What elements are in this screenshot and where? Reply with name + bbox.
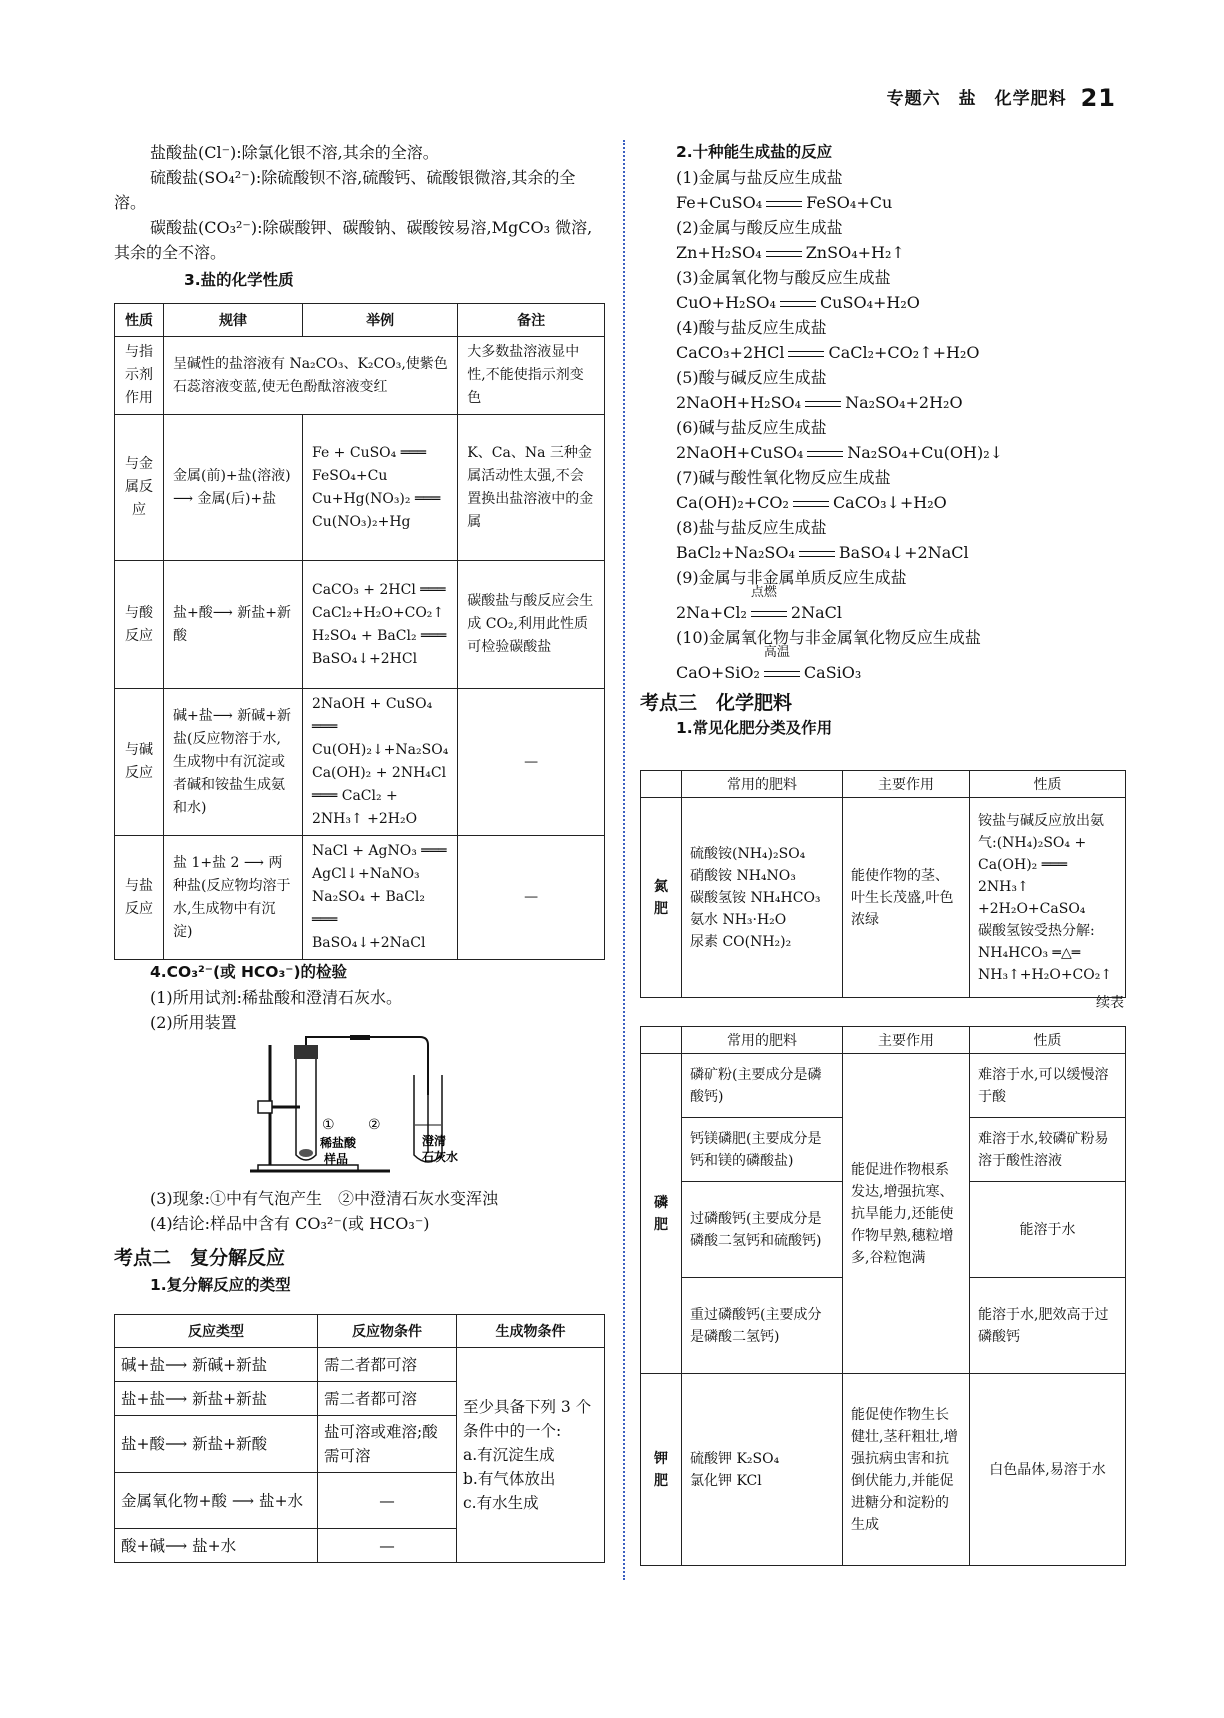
fert-kind: 氮肥 <box>641 798 682 998</box>
cond-cell: 需二者都可溶 <box>318 1348 457 1382</box>
solubility-line: 硫酸盐(SO₄²⁻):除硫酸钡不溶,硫酸钙、硫酸银微溶,其余的全溶。 <box>114 168 576 212</box>
page-header <box>887 84 1116 112</box>
text-line: (1)所用试剂:稀盐酸和澄清石灰水。 <box>150 988 403 1007</box>
table-header: 反应物条件 <box>318 1315 457 1348</box>
equation-left: Ca(OH)₂+CO₂ <box>676 493 789 512</box>
text-line: (3)现象:①中有气泡产生 ②中澄清石灰水变浑浊 <box>150 1189 499 1208</box>
reaction-condition: 高温 <box>763 645 790 660</box>
left-column <box>114 140 604 297</box>
double-bar <box>780 301 816 307</box>
equation-right: Na₂SO₄+2H₂O <box>845 393 963 412</box>
equation-right: 2NaCl <box>790 603 842 622</box>
rule-cell: 盐 1+盐 2 ⟶ 两种盐(反应物均溶于水,生成物中有沉淀) <box>164 836 303 960</box>
reaction-condition: 点燃 <box>750 585 777 600</box>
equation-right: Na₂SO₄+Cu(OH)₂↓ <box>847 443 1004 462</box>
section-heading: 考点二 复分解反应 <box>114 1247 286 1269</box>
product-cell: 至少具备下列 3 个条件中的一个: a.有沉淀生成 b.有气体放出 c.有水生成 <box>457 1348 605 1563</box>
reaction-equation <box>676 390 1126 415</box>
equals-sign <box>784 340 828 365</box>
equals-sign <box>760 645 804 685</box>
equals-sign <box>795 540 839 565</box>
example-cell: Fe + CuSO₄ ═══ FeSO₄+Cu Cu+Hg(NO₃)₂ ═══ Cu(NO₃)₂+Hg <box>303 415 458 561</box>
equation-left: BaCl₂+Na₂SO₄ <box>676 543 795 562</box>
reaction-equation <box>676 290 1126 315</box>
reaction-equation <box>676 585 1126 625</box>
double-bar <box>788 351 824 357</box>
fert-list: 硫酸钾 K₂SO₄ 氯化钾 KCl <box>682 1374 843 1566</box>
reaction-label: (9)金属与非金属单质反应生成盐 <box>676 568 907 587</box>
fert-prop: 难溶于水,较磷矿粉易溶于酸性溶液 <box>970 1118 1126 1182</box>
chapter-title: 专题六 盐 化学肥料 <box>886 89 1067 109</box>
note-cell: — <box>458 836 605 960</box>
label-2: ② <box>368 1117 381 1133</box>
nitrogen-fertilizer-table <box>640 770 1126 998</box>
double-bar <box>799 551 835 557</box>
reaction-equation <box>676 490 1126 515</box>
rule-cell: 碱+盐⟶ 新碱+新盐(反应物溶于水,生成物中有沉淀或者碱和铵盐生成氨和水) <box>164 689 303 836</box>
rule-cell: 盐+酸⟶ 新盐+新酸 <box>164 561 303 689</box>
table-row <box>641 1374 1126 1566</box>
label-clear: 澄清 <box>422 1134 447 1148</box>
prop-cell: 与碱反应 <box>115 689 164 836</box>
prop-cell: 与金属反应 <box>115 415 164 561</box>
fert-list: 重过磷酸钙(主要成分是磷酸二氢钙) <box>682 1278 843 1374</box>
solubility-line: 盐酸盐(Cl⁻):除氯化银不溶,其余的全溶。 <box>150 143 439 162</box>
equation-left: Fe+CuSO₄ <box>676 193 763 212</box>
table-row <box>115 415 605 561</box>
prop-cell: 与指示剂作用 <box>115 337 164 415</box>
prop-cell: 与酸反应 <box>115 561 164 689</box>
section-heading: 考点三 化学肥料 <box>640 692 793 714</box>
fert-prop: 白色晶体,易溶于水 <box>970 1374 1126 1566</box>
double-bar <box>764 671 800 677</box>
note-cell: 大多数盐溶液显中性,不能使指示剂变色 <box>458 337 605 415</box>
label-1: ① <box>322 1117 335 1133</box>
prop-cell: 与盐反应 <box>115 836 164 960</box>
reaction-equation <box>676 540 1126 565</box>
table-header: 性质 <box>115 304 164 337</box>
table-header: 主要作用 <box>843 1027 970 1054</box>
type-cell: 盐+酸⟶ 新盐+新酸 <box>115 1416 318 1473</box>
equation-left: CaO+SiO₂ <box>676 663 760 682</box>
fert-list: 过磷酸钙(主要成分是磷酸二氢钙和硫酸钙) <box>682 1182 843 1278</box>
table-row <box>115 836 605 960</box>
equals-sign <box>801 390 845 415</box>
example-cell: CaCO₃ + 2HCl ═══ CaCl₂+H₂O+CO₂↑ H₂SO₄ + BaCl₂ ═══ BaSO₄↓+2HCl <box>303 561 458 689</box>
reaction-label: (10)金属氧化物与非金属氧化物反应生成盐 <box>676 628 981 647</box>
equation-right: CuSO₄+H₂O <box>819 293 920 312</box>
section-title: 4.CO₃²⁻(或 HCO₃⁻)的检验 <box>150 963 348 981</box>
type-cell: 金属氧化物+酸 ⟶ 盐+水 <box>115 1473 318 1529</box>
fert-prop: 难溶于水,可以缓慢溶于酸 <box>970 1054 1126 1118</box>
cond-cell: — <box>318 1529 457 1563</box>
fert-kind: 磷肥 <box>641 1054 682 1374</box>
text-line: (4)结论:样品中含有 CO₃²⁻(或 HCO₃⁻) <box>150 1214 430 1233</box>
table-header: 规律 <box>164 304 303 337</box>
solubility-line: 碳酸盐(CO₃²⁻):除碳酸钾、碳酸钠、碳酸铵易溶,MgCO₃ 微溶,其余的全不溶。 <box>114 218 593 262</box>
table-header: 常用的肥料 <box>682 771 843 798</box>
continued-label: 续表 <box>1096 995 1124 1011</box>
reaction-list <box>676 165 1126 685</box>
fert-use: 能促使作物生长健壮,茎秆粗壮,增强抗病虫害和抗倒伏能力,并能促进糖分和淀粉的生成 <box>843 1374 970 1566</box>
table-header: 备注 <box>458 304 605 337</box>
note-cell: K、Ca、Na 三种金属活动性太强,不会置换出盐溶液中的金属 <box>458 415 605 561</box>
equation-right: ZnSO₄+H₂↑ <box>805 243 905 262</box>
reaction-label: (7)碱与酸性氧化物反应生成盐 <box>676 468 891 487</box>
reaction-label: (2)金属与酸反应生成盐 <box>676 218 843 237</box>
table-row <box>641 1054 1126 1118</box>
rule-cell: 金属(前)+盐(溶液) ⟶ 金属(后)+盐 <box>164 415 303 561</box>
phosphate-potash-table <box>640 1026 1126 1566</box>
equation-right: FeSO₄+Cu <box>806 193 893 212</box>
reaction-equation <box>676 340 1126 365</box>
table-row <box>115 1348 605 1382</box>
equation-right: CaCO₃↓+H₂O <box>832 493 947 512</box>
reaction-equation <box>676 190 1126 215</box>
fert-use: 能促进作物根系发达,增强抗寒、抗旱能力,还能使作物早熟,穗粒增多,谷粒饱满 <box>843 1054 970 1374</box>
cond-cell: — <box>318 1473 457 1529</box>
fert-prop: 铵盐与碱反应放出氨气:(NH₄)₂SO₄ + Ca(OH)₂ ═══ 2NH₃↑ +2H₂O+CaSO₄ 碳酸氢铵受热分解: NH₄HCO₃ ═△═ NH₃↑+H₂O+CO₂↑ <box>970 798 1126 998</box>
page-number: 21 <box>1080 84 1116 112</box>
type-cell: 酸+碱⟶ 盐+水 <box>115 1529 318 1563</box>
double-bar <box>807 451 843 457</box>
salt-property-table <box>114 303 605 960</box>
double-bar <box>751 611 787 617</box>
table-row <box>641 798 1126 998</box>
equals-sign <box>762 240 806 265</box>
table-row <box>115 689 605 836</box>
reaction-label: (1)金属与盐反应生成盐 <box>676 168 843 187</box>
equals-sign <box>789 490 833 515</box>
section-title: 3.盐的化学性质 <box>184 271 294 289</box>
type-cell: 盐+盐⟶ 新盐+新盐 <box>115 1382 318 1416</box>
equation-left: 2NaOH+H₂SO₄ <box>676 393 802 412</box>
table-header: 反应类型 <box>115 1315 318 1348</box>
fert-list: 磷矿粉(主要成分是磷酸钙) <box>682 1054 843 1118</box>
table-header: 举例 <box>303 304 458 337</box>
section-title: 2.十种能生成盐的反应 <box>676 143 833 161</box>
carbonate-result <box>114 1186 604 1298</box>
note-cell: — <box>458 689 605 836</box>
equation-left: CaCO₃+2HCl <box>676 343 785 362</box>
double-bar <box>766 251 802 257</box>
double-bar <box>805 401 841 407</box>
note-cell: 碳酸盐与酸反应会生成 CO₂,利用此性质可检验碳酸盐 <box>458 561 605 689</box>
column-divider <box>623 140 625 1580</box>
fert-use: 能使作物的茎、叶生长茂盛,叶色浓绿 <box>843 798 970 998</box>
double-bar <box>766 201 802 207</box>
reaction-label: (8)盐与盐反应生成盐 <box>676 518 827 537</box>
apparatus-diagram <box>240 1035 480 1185</box>
equation-left: 2NaOH+CuSO₄ <box>676 443 804 462</box>
equation-right: CaCl₂+CO₂↑+H₂O <box>828 343 980 362</box>
equation-right: BaSO₄↓+2NaCl <box>838 543 969 562</box>
equation-left: Zn+H₂SO₄ <box>676 243 762 262</box>
table-header: 生成物条件 <box>457 1315 605 1348</box>
double-bar <box>793 501 829 507</box>
label-sample: 样品 <box>324 1152 349 1166</box>
fert-list: 钙镁磷肥(主要成分是钙和镁的磷酸盐) <box>682 1118 843 1182</box>
section-title: 1.常见化肥分类及作用 <box>676 719 833 737</box>
fert-list: 硫酸铵(NH₄)₂SO₄ 硝酸铵 NH₄NO₃ 碳酸氢铵 NH₄HCO₃ 氨水 NH₃·H₂O 尿素 CO(NH₂)₂ <box>682 798 843 998</box>
reaction-equation <box>676 240 1126 265</box>
equals-sign <box>803 440 847 465</box>
cond-cell: 盐可溶或难溶;酸需可溶 <box>318 1416 457 1473</box>
reaction-equation <box>676 645 1126 685</box>
cond-cell: 需二者都可溶 <box>318 1382 457 1416</box>
right-column <box>640 140 1126 741</box>
table-row <box>115 337 605 415</box>
table-row <box>115 561 605 689</box>
table-header: 性质 <box>970 1027 1126 1054</box>
text-line: (2)所用装置 <box>150 1013 237 1032</box>
equation-left: CuO+H₂SO₄ <box>676 293 776 312</box>
equals-sign <box>776 290 820 315</box>
reaction-label: (4)酸与盐反应生成盐 <box>676 318 827 337</box>
equals-sign <box>762 190 806 215</box>
label-limewater: 石灰水 <box>422 1150 459 1164</box>
reaction-equation <box>676 440 1126 465</box>
table-header: 性质 <box>970 771 1126 798</box>
example-cell: 2NaOH + CuSO₄ ═══ Cu(OH)₂↓+Na₂SO₄ Ca(OH)₂ + 2NH₄Cl ═══ CaCl₂ + 2NH₃↑ +2H₂O <box>303 689 458 836</box>
example-cell: NaCl + AgNO₃ ═══ AgCl↓+NaNO₃ Na₂SO₄ + BaCl₂ ═══ BaSO₄↓+2NaCl <box>303 836 458 960</box>
reaction-label: (3)金属氧化物与酸反应生成盐 <box>676 268 891 287</box>
type-cell: 碱+盐⟶ 新碱+新盐 <box>115 1348 318 1382</box>
fert-kind: 钾肥 <box>641 1374 682 1566</box>
rule-cell: 呈碱性的盐溶液有 Na₂CO₃、K₂CO₃,使紫色石蕊溶液变蓝,使无色酚酞溶液变红 <box>164 337 458 415</box>
carbonate-test <box>114 960 604 1035</box>
label-hcl: 稀盐酸 <box>320 1136 357 1150</box>
table-header: 主要作用 <box>843 771 970 798</box>
reaction-label: (6)碱与盐反应生成盐 <box>676 418 827 437</box>
equation-right: CaSiO₃ <box>803 663 862 682</box>
double-decomposition-table <box>114 1314 605 1563</box>
equals-sign <box>747 585 791 625</box>
fert-prop: 能溶于水 <box>970 1182 1126 1278</box>
section-title: 1.复分解反应的类型 <box>150 1276 291 1294</box>
table-header: 常用的肥料 <box>682 1027 843 1054</box>
fert-prop: 能溶于水,肥效高于过磷酸钙 <box>970 1278 1126 1374</box>
equation-left: 2Na+Cl₂ <box>676 603 747 622</box>
reaction-label: (5)酸与碱反应生成盐 <box>676 368 827 387</box>
